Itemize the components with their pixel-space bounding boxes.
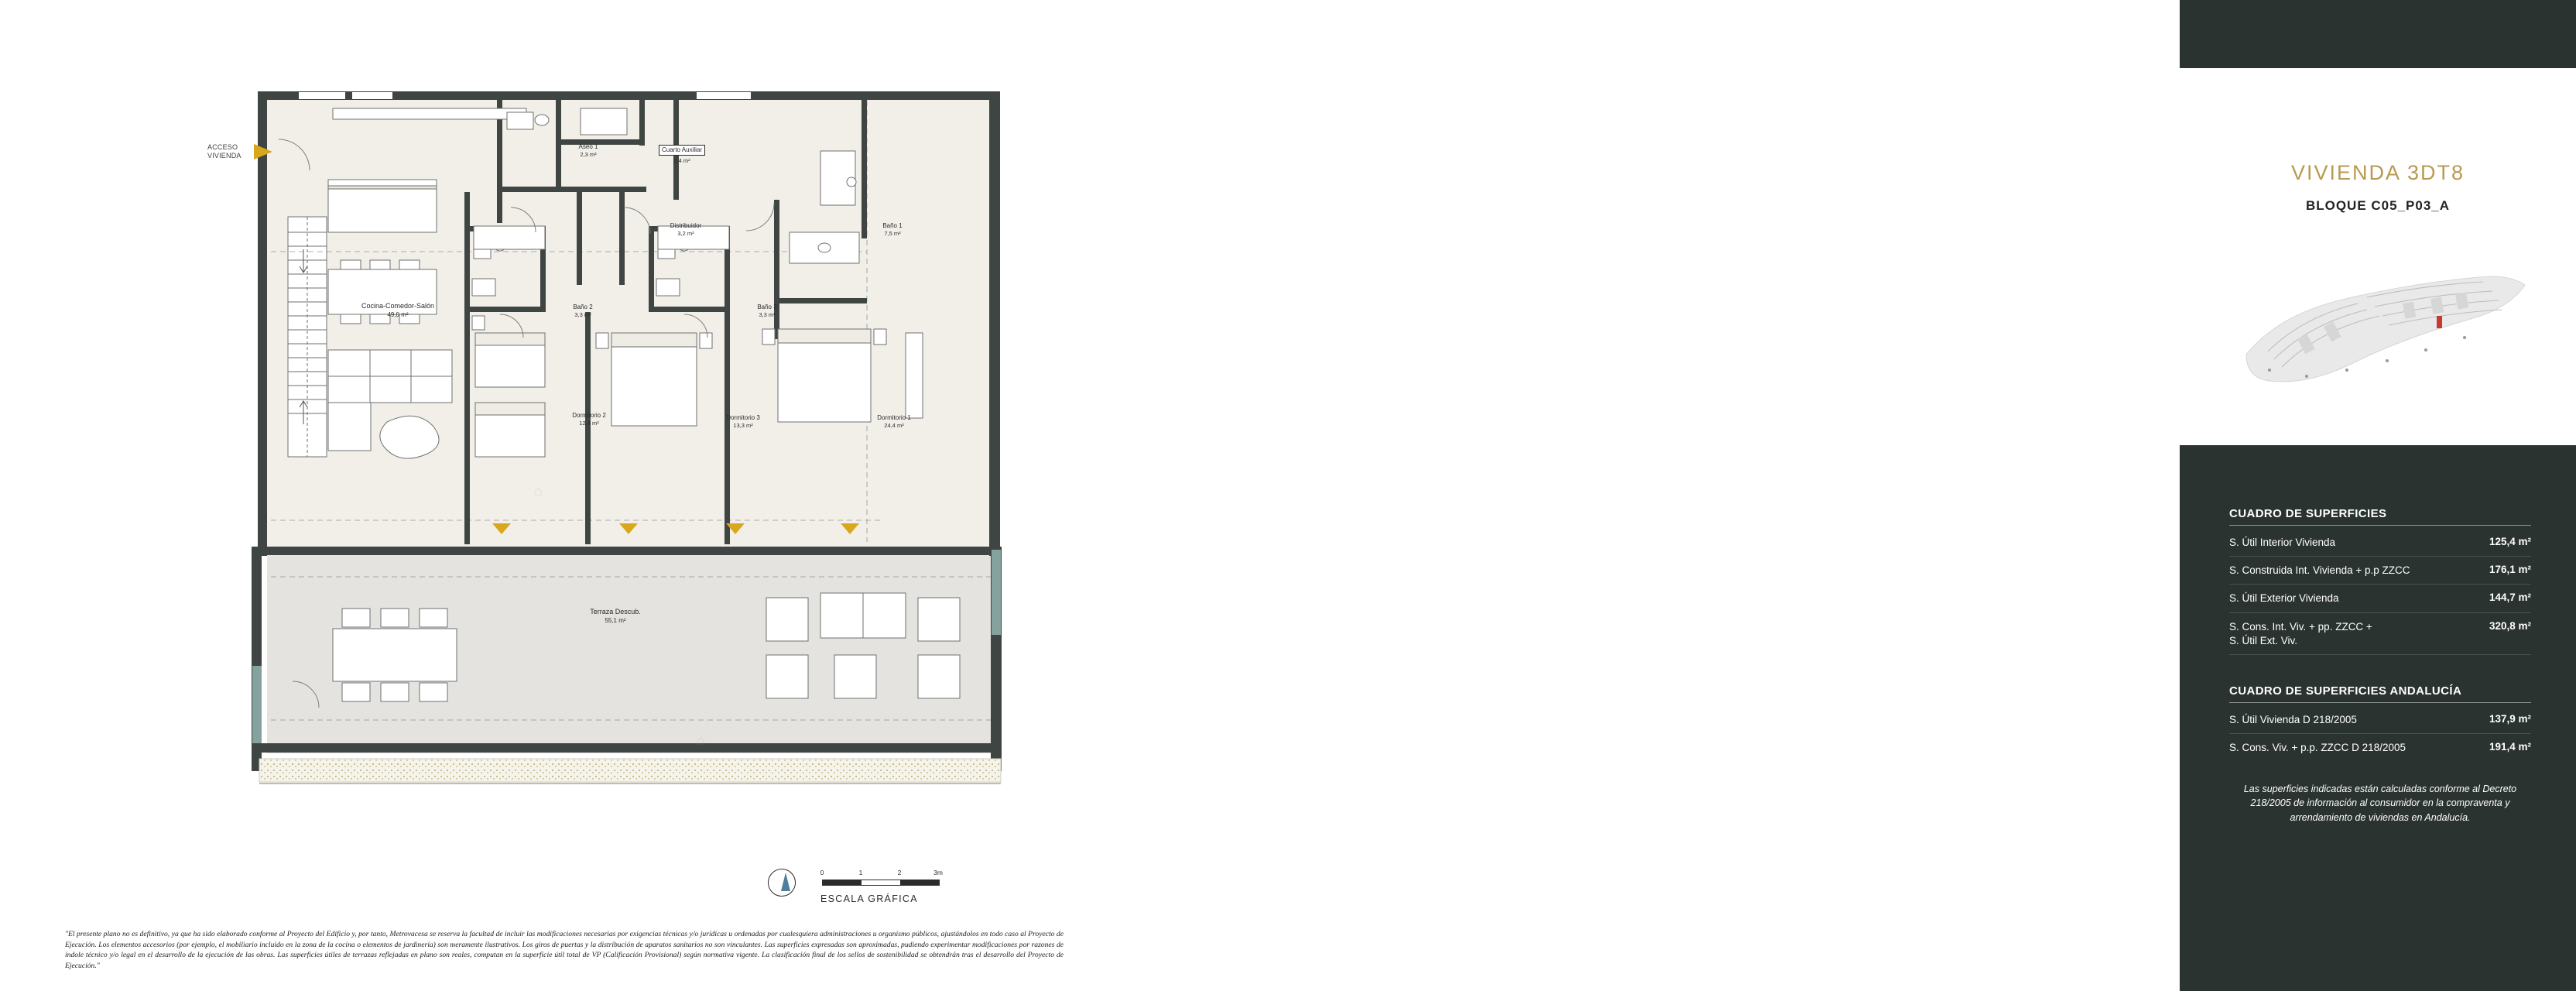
room-name: Dormitorio 2 [572, 412, 606, 419]
scale-bar [822, 880, 940, 886]
surface-value: 191,4 m² [2489, 741, 2531, 753]
svg-text:⌂: ⌂ [534, 483, 543, 499]
surface-value: 176,1 m² [2489, 564, 2531, 576]
table-row [2229, 706, 2531, 734]
room-name: Cocina-Comedor-Salón [361, 302, 435, 310]
room-area: 12,4 m² [579, 420, 599, 427]
plan-area [0, 0, 1090, 991]
access-label [207, 143, 262, 161]
room-label-cuarto-auxiliar [639, 141, 724, 165]
room-label-aseo-1 [565, 143, 611, 159]
room-label-cocina-comedor-salon [328, 302, 468, 319]
surfaces-panel [2180, 445, 2576, 991]
title-zone [2180, 68, 2576, 445]
room-label-dormitorio-2 [554, 412, 624, 427]
surface-value: 125,4 m² [2489, 536, 2531, 547]
room-area: 3,3 m² [759, 311, 776, 319]
surface-label: S. Construida Int. Vivienda + p.p ZZCC [2229, 564, 2410, 577]
scale-tick-labels [820, 869, 943, 880]
table-row [2229, 613, 2531, 655]
room-area: 2,3 m² [580, 151, 597, 159]
block-subtitle: BLOQUE C05_P03_A [2305, 198, 2451, 213]
room-area: 55,1 m² [605, 616, 626, 624]
legal-disclaimer: "El presente plano no es definitivo, ya que ha sido elaborado conforme al Proyecto del Edificio y, por tanto, Metrovacesa se reserva la facultad de incluir las modificaciones necesarias por exigencias técnicas y/o jurídicas u ordenadas por cualesquiera administraciones u organismo públicos, ajustándolos en todo caso al Proyecto de Ejecución. Los elementos accesorios (por ejemplo, el mobiliario incluido en la zona de la cocina o elementos de jardinería) son meramente ilustrativos. Los giros de puertas y la distribución de aparatos sanitarios no son vinculantes. Las superficies expresadas son aproximadas, pudiendo experimentar modificaciones por razones de índole técnico y/o legal en el desarrollo de la ejecución de las obras. Las superficies útiles de terrazas reflejadas en plano son reales, computan en la superficie útil total de VP (Calificación Provisional) según normativa vigente. La clasificación final de los sellos de sostenibilidad se obtendrán tras el desarrollo del Proyecto de Ejecución." [65, 930, 1064, 970]
unit-location-marker [2437, 316, 2442, 328]
room-name: Dormitorio 1 [877, 414, 911, 421]
room-name: Distribuidor [670, 222, 702, 229]
room-label-dormitorio-1 [859, 414, 929, 430]
room-area: 3,2 m² [677, 230, 694, 238]
scale-tick-1: 1 [858, 869, 863, 876]
room-area: 49,0 m² [387, 310, 409, 318]
room-name: Baño 3 [757, 303, 777, 310]
surface-value: 137,9 m² [2489, 713, 2531, 725]
room-name: Terraza Descub. [590, 608, 641, 616]
scale-tick-3: 3m [933, 869, 943, 876]
scale-tick-0: 0 [820, 869, 824, 876]
surfaces-andalucia-title: CUADRO DE SUPERFICIES ANDALUCÍA [2229, 684, 2531, 703]
room-label-dormitorio-3 [708, 414, 778, 430]
scale-title: ESCALA GRÁFICA [820, 893, 918, 904]
room-area: 24,4 m² [884, 422, 904, 430]
plan-drawing [0, 0, 1090, 991]
surface-value: 320,8 m² [2489, 619, 2531, 632]
room-label-bano-1 [865, 222, 920, 238]
table-row [2229, 585, 2531, 612]
room-name: Cuarto Auxiliar [659, 145, 705, 156]
page-title: VIVIENDA 3DT8 [2290, 161, 2465, 184]
room-area: 3,3 m² [574, 311, 591, 319]
room-name: Baño 1 [882, 222, 903, 229]
room-label-distribuidor [647, 222, 724, 238]
surface-label: S. Útil Exterior Vivienda [2229, 592, 2339, 605]
room-area: 7,5 m² [884, 230, 901, 238]
graphic-scale [766, 859, 943, 914]
site-keyplan-image [2223, 246, 2533, 401]
top-dark-bar [2180, 0, 2576, 68]
scale-tick-2: 2 [897, 869, 902, 876]
access-label-line1: ACCESO [207, 143, 238, 151]
room-name: Aseo 1 [578, 143, 598, 150]
room-area: 2,4 m² [673, 156, 690, 164]
room-label-bano-3 [744, 303, 790, 319]
surface-value: 144,7 m² [2489, 592, 2531, 604]
room-name: Dormitorio 3 [726, 414, 760, 421]
table-row [2229, 557, 2531, 585]
table-row [2229, 734, 2531, 761]
room-name: Baño 2 [573, 303, 593, 310]
svg-text:⌂: ⌂ [697, 732, 705, 748]
surface-label: S. Cons. Viv. + p.p. ZZCC D 218/2005 [2229, 742, 2406, 754]
room-label-terraza-descubierta [557, 608, 673, 625]
info-panel [1090, 0, 2531, 991]
surface-label: S. Cons. Int. Viv. + pp. ZZCC + S. Útil Ext. Viv. [2229, 620, 2372, 646]
table-row [2229, 529, 2531, 557]
room-area: 13,3 m² [733, 422, 753, 430]
surface-label: S. Útil Vivienda D 218/2005 [2229, 714, 2357, 726]
surfaces-note: Las superficies indicadas están calculadas conforme al Decreto 218/2005 de información al consumidor en la compraventa y arrendamiento de viviendas en Andalucía. [2243, 783, 2517, 824]
access-label-line2: VIVIENDA [207, 152, 242, 160]
surface-label: S. Útil Interior Vivienda [2229, 537, 2336, 548]
room-label-bano-2 [560, 303, 606, 319]
surfaces-title: CUADRO DE SUPERFICIES [2229, 507, 2531, 526]
